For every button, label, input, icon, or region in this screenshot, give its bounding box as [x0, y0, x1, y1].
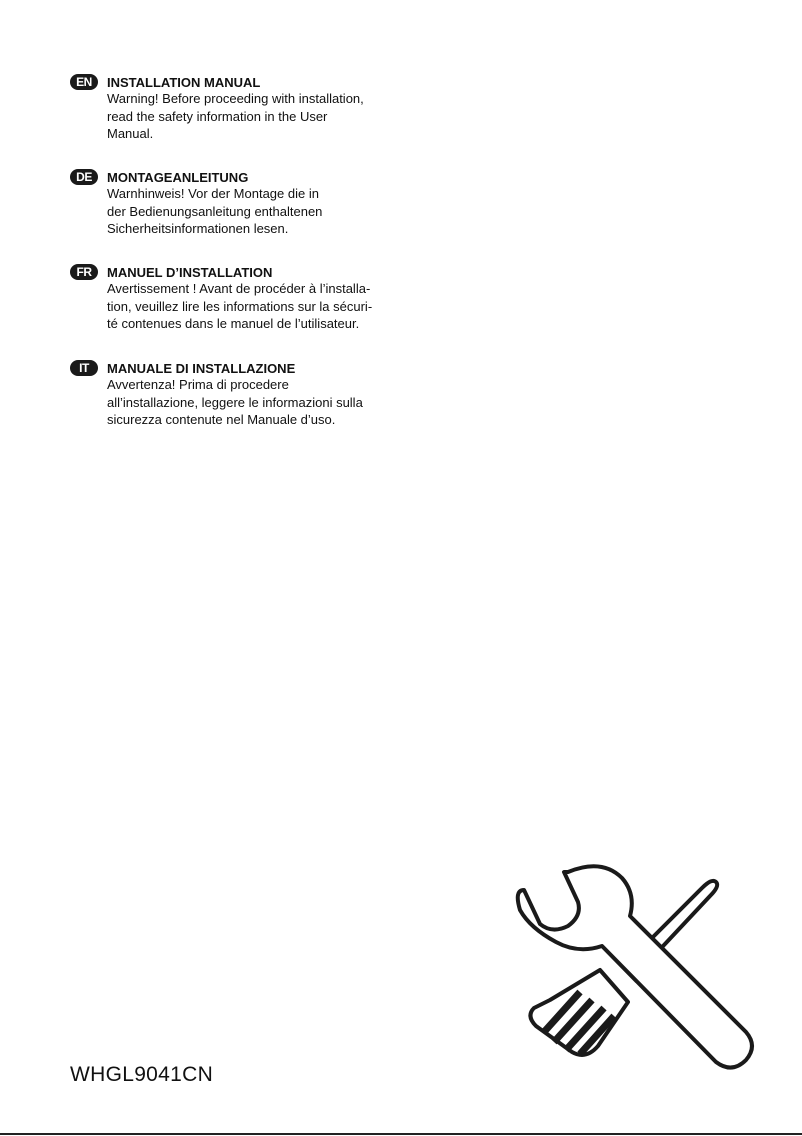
text-line: Warning! Before proceeding with installation,	[107, 91, 364, 106]
text-line: té contenues dans le manuel de l’utilisateur.	[107, 316, 360, 331]
section-title-en: INSTALLATION MANUAL	[107, 75, 261, 90]
text-line: Avertissement ! Avant de procéder à l’installa-	[107, 281, 371, 296]
section-text-it	[107, 376, 407, 429]
text-line: sicurezza contenute nel Manuale d’uso.	[107, 412, 336, 427]
text-line: Avvertenza! Prima di procedere	[107, 377, 289, 392]
text-line: Warnhinweis! Vor der Montage die in	[107, 186, 319, 201]
language-badge-de: DE	[70, 169, 98, 185]
text-line: all’installazione, leggere le informazioni sulla	[107, 394, 363, 410]
section-text-fr	[107, 280, 407, 333]
section-title-fr: MANUEL D’INSTALLATION	[107, 265, 273, 280]
text-line: read the safety information in the User	[107, 108, 328, 124]
text-line: Manual.	[107, 126, 154, 141]
section-text-de	[107, 185, 407, 238]
language-badge-en: EN	[70, 74, 98, 90]
language-badge-it: IT	[70, 360, 98, 376]
model-number: WHGL9041CN	[70, 1063, 214, 1086]
text-line: Sicherheitsinformationen lesen.	[107, 221, 289, 236]
bottom-divider	[0, 1133, 802, 1135]
section-title-de: MONTAGEANLEITUNG	[107, 170, 249, 185]
text-line: der Bedienungsanleitung enthaltenen	[107, 203, 323, 219]
section-title-it: MANUALE DI INSTALLAZIONE	[107, 361, 296, 376]
wrench-screwdriver-icon	[490, 850, 770, 1090]
language-badge-fr: FR	[70, 264, 98, 280]
section-text-en	[107, 90, 407, 143]
text-line: tion, veuillez lire les informations sur la sécuri-	[107, 298, 373, 314]
